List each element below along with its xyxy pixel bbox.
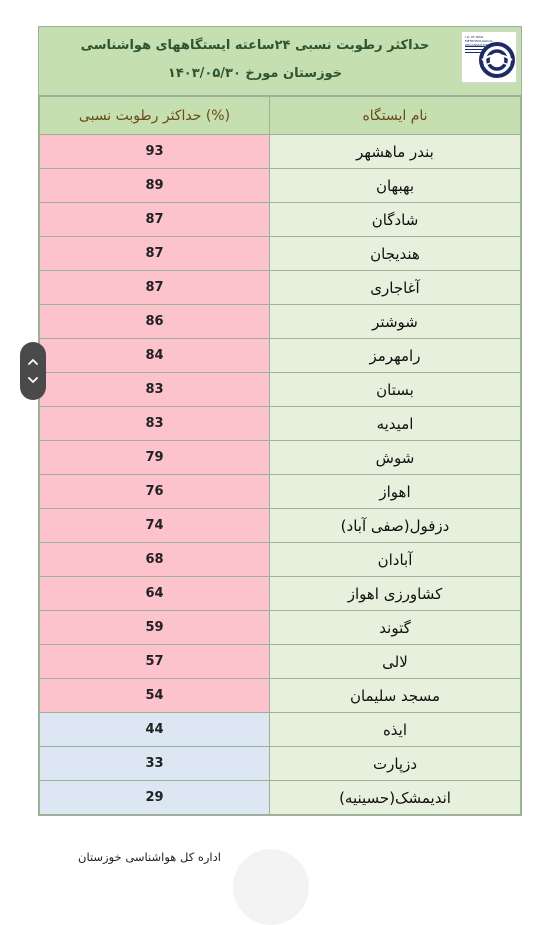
table-row <box>40 475 521 509</box>
humidity-value: 87 <box>40 203 270 237</box>
report-date-line: خوزستان مورخ ۱۴۰۳/۰۵/۳۰ <box>167 66 343 81</box>
station-name: آغاجاری <box>270 271 521 305</box>
station-name: شادگان <box>270 203 521 237</box>
table-row <box>40 679 521 713</box>
humidity-value: 83 <box>40 373 270 407</box>
station-name: شوشتر <box>270 305 521 339</box>
table-row <box>40 237 521 271</box>
report-title: حداکثر رطوبت نسبی ۲۴ساعته ایستگاههای هواشناسی <box>80 38 430 53</box>
station-name: اندیمشک(حسینیه) <box>270 781 521 815</box>
humidity-value: 64 <box>40 577 270 611</box>
table-row <box>40 373 521 407</box>
humidity-value: 83 <box>40 407 270 441</box>
humidity-value: 93 <box>40 135 270 169</box>
humidity-value: 29 <box>40 781 270 815</box>
table-row <box>40 441 521 475</box>
station-name: آبادان <box>270 543 521 577</box>
table-row <box>40 781 521 815</box>
table-row <box>40 645 521 679</box>
column-header-station: نام ایستگاه <box>270 97 521 135</box>
table-row <box>40 135 521 169</box>
station-name: امیدیه <box>270 407 521 441</box>
station-name: کشاورزی اهواز <box>270 577 521 611</box>
station-name: ایذه <box>270 713 521 747</box>
station-name: بهبهان <box>270 169 521 203</box>
humidity-value: 57 <box>40 645 270 679</box>
table-row <box>40 407 521 441</box>
footer-organization-name: اداره کل هواشناسی خوزستان <box>78 850 221 864</box>
station-name: هندیجان <box>270 237 521 271</box>
station-name: دزپارت <box>270 747 521 781</box>
table-header-row <box>40 97 521 135</box>
station-name: بستان <box>270 373 521 407</box>
table-row <box>40 747 521 781</box>
humidity-value: 84 <box>40 339 270 373</box>
station-name: بندر ماهشهر <box>270 135 521 169</box>
meteorological-organization-logo-icon <box>461 31 517 83</box>
table-row <box>40 713 521 747</box>
humidity-value: 74 <box>40 509 270 543</box>
humidity-value: 86 <box>40 305 270 339</box>
table-row <box>40 203 521 237</box>
humidity-value: 87 <box>40 237 270 271</box>
humidity-value: 44 <box>40 713 270 747</box>
table-row <box>40 169 521 203</box>
station-name: مسجد سلیمان <box>270 679 521 713</box>
humidity-value: 87 <box>40 271 270 305</box>
humidity-value: 54 <box>40 679 270 713</box>
logo-caption: I.R. OF IRAN METEOROLOGICAL ORGANIZATION <box>465 35 493 47</box>
table-row <box>40 509 521 543</box>
humidity-value: 59 <box>40 611 270 645</box>
chevron-down-icon[interactable] <box>26 373 40 387</box>
station-name: رامهرمز <box>270 339 521 373</box>
station-name: لالی <box>270 645 521 679</box>
background-circle <box>233 849 309 925</box>
table-row <box>40 543 521 577</box>
humidity-value: 33 <box>40 747 270 781</box>
humidity-value: 76 <box>40 475 270 509</box>
table-row <box>40 305 521 339</box>
scroll-control[interactable] <box>20 342 46 400</box>
humidity-value: 79 <box>40 441 270 475</box>
station-name: دزفول(صفی آباد) <box>270 509 521 543</box>
humidity-table <box>39 96 521 815</box>
column-header-humidity: حداکثر رطوبت نسبی (%) <box>40 97 270 135</box>
table-row <box>40 577 521 611</box>
station-name: شوش <box>270 441 521 475</box>
report-header <box>39 27 521 96</box>
humidity-report-sheet <box>38 26 522 816</box>
chevron-up-icon[interactable] <box>26 355 40 369</box>
table-row <box>40 611 521 645</box>
station-name: اهواز <box>270 475 521 509</box>
table-row <box>40 339 521 373</box>
table-row <box>40 271 521 305</box>
humidity-value: 89 <box>40 169 270 203</box>
humidity-value: 68 <box>40 543 270 577</box>
station-name: گتوند <box>270 611 521 645</box>
